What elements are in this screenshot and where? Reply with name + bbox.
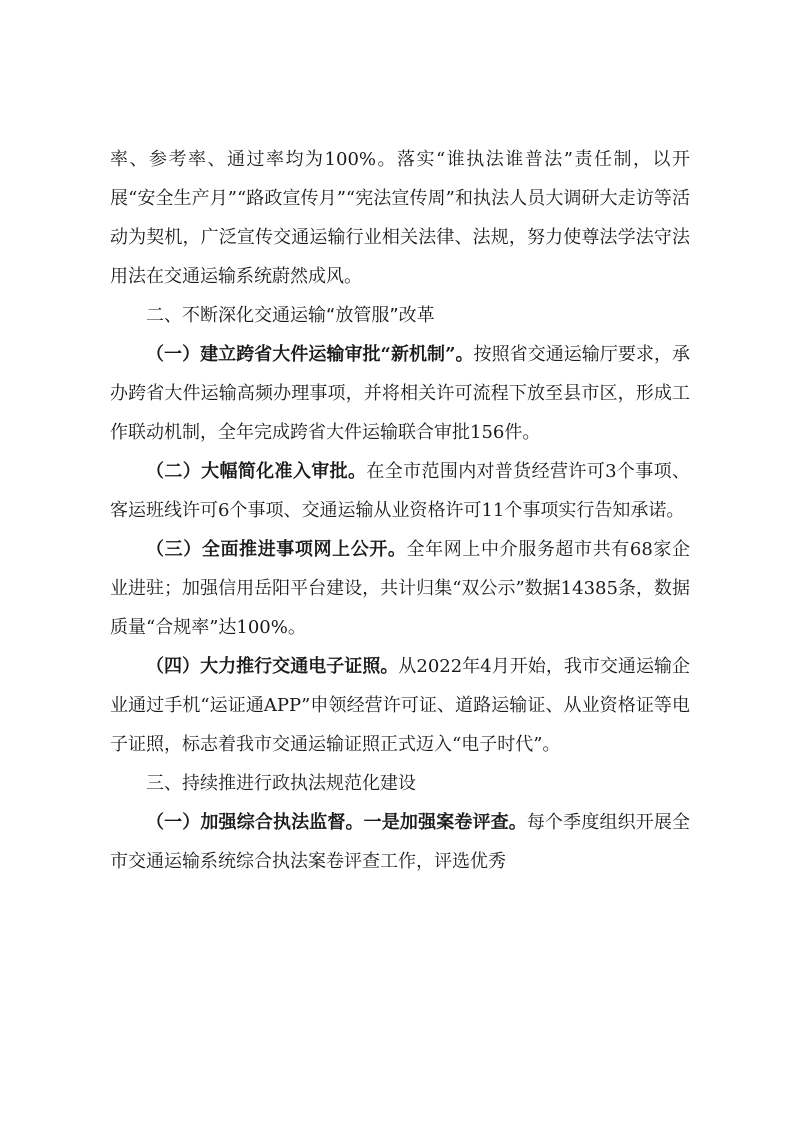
subsection-1-title: （一）建立跨省大件运输审批“新机制”。 xyxy=(146,344,474,365)
subsection-2-body: 在全市范围内对普货经营许可3个事项、客运班线许可6个事项、交通运输从业资格许可11个事项实行告知承诺。 xyxy=(110,461,691,521)
section-heading-2: 二、不断深化交通运输“放管服”改革 xyxy=(146,305,435,326)
subsection-5-title: （一）加强综合执法监督。一是加强案卷评查。 xyxy=(146,812,527,833)
subsection-3-title: （三）全面推进事项网上公开。 xyxy=(146,539,407,560)
paragraph-subsection-3 xyxy=(110,530,690,647)
paragraph-subsection-4 xyxy=(110,647,690,764)
subsection-4-body: 从2022年4月开始，我市交通运输企业通过手机“运证通APP”申领经营许可证、道路运输证、从业资格证等电子证照，标志着我市交通运输证照正式迈入“电子时代”。 xyxy=(110,656,691,755)
subsection-3-body: 全年网上中介服务超市共有68家企业进驻；加强信用岳阳平台建设，共计归集“双公示”数据14385条，数据质量“合规率”达100%。 xyxy=(110,539,690,638)
paragraph-subsection-2 xyxy=(110,452,690,530)
subsection-2-title: （二）大幅简化准入审批。 xyxy=(146,461,367,482)
paragraph-subsection-5 xyxy=(110,803,690,881)
section-heading-3: 三、持续推进行政执法规范化建设 xyxy=(146,773,416,794)
paragraph-subsection-1 xyxy=(110,335,690,452)
subsection-1-body: 按照省交通运输厅要求，承办跨省大件运输高频办理事项，并将相关许可流程下放至县市区，形成工作联动机制，全年完成跨省大件运输联合审批156件。 xyxy=(110,344,691,443)
paragraph-continued: 率、参考率、通过率均为100%。落实“谁执法谁普法”责任制，以开展“安全生产月”“路政宣传月”“宪法宣传周”和执法人员大调研大走访等活动为契机，广泛宣传交通运输行业相关法律、法规，努力使尊法学法守法用法在交通运输系统蔚然成风。 xyxy=(110,149,690,287)
subsection-4-title: （四）大力推行交通电子证照。 xyxy=(146,656,399,677)
subsection-5-body: 每个季度组织开展全市交通运输系统综合执法案卷评查工作，评选优秀 xyxy=(110,812,691,872)
document-body xyxy=(110,140,690,881)
